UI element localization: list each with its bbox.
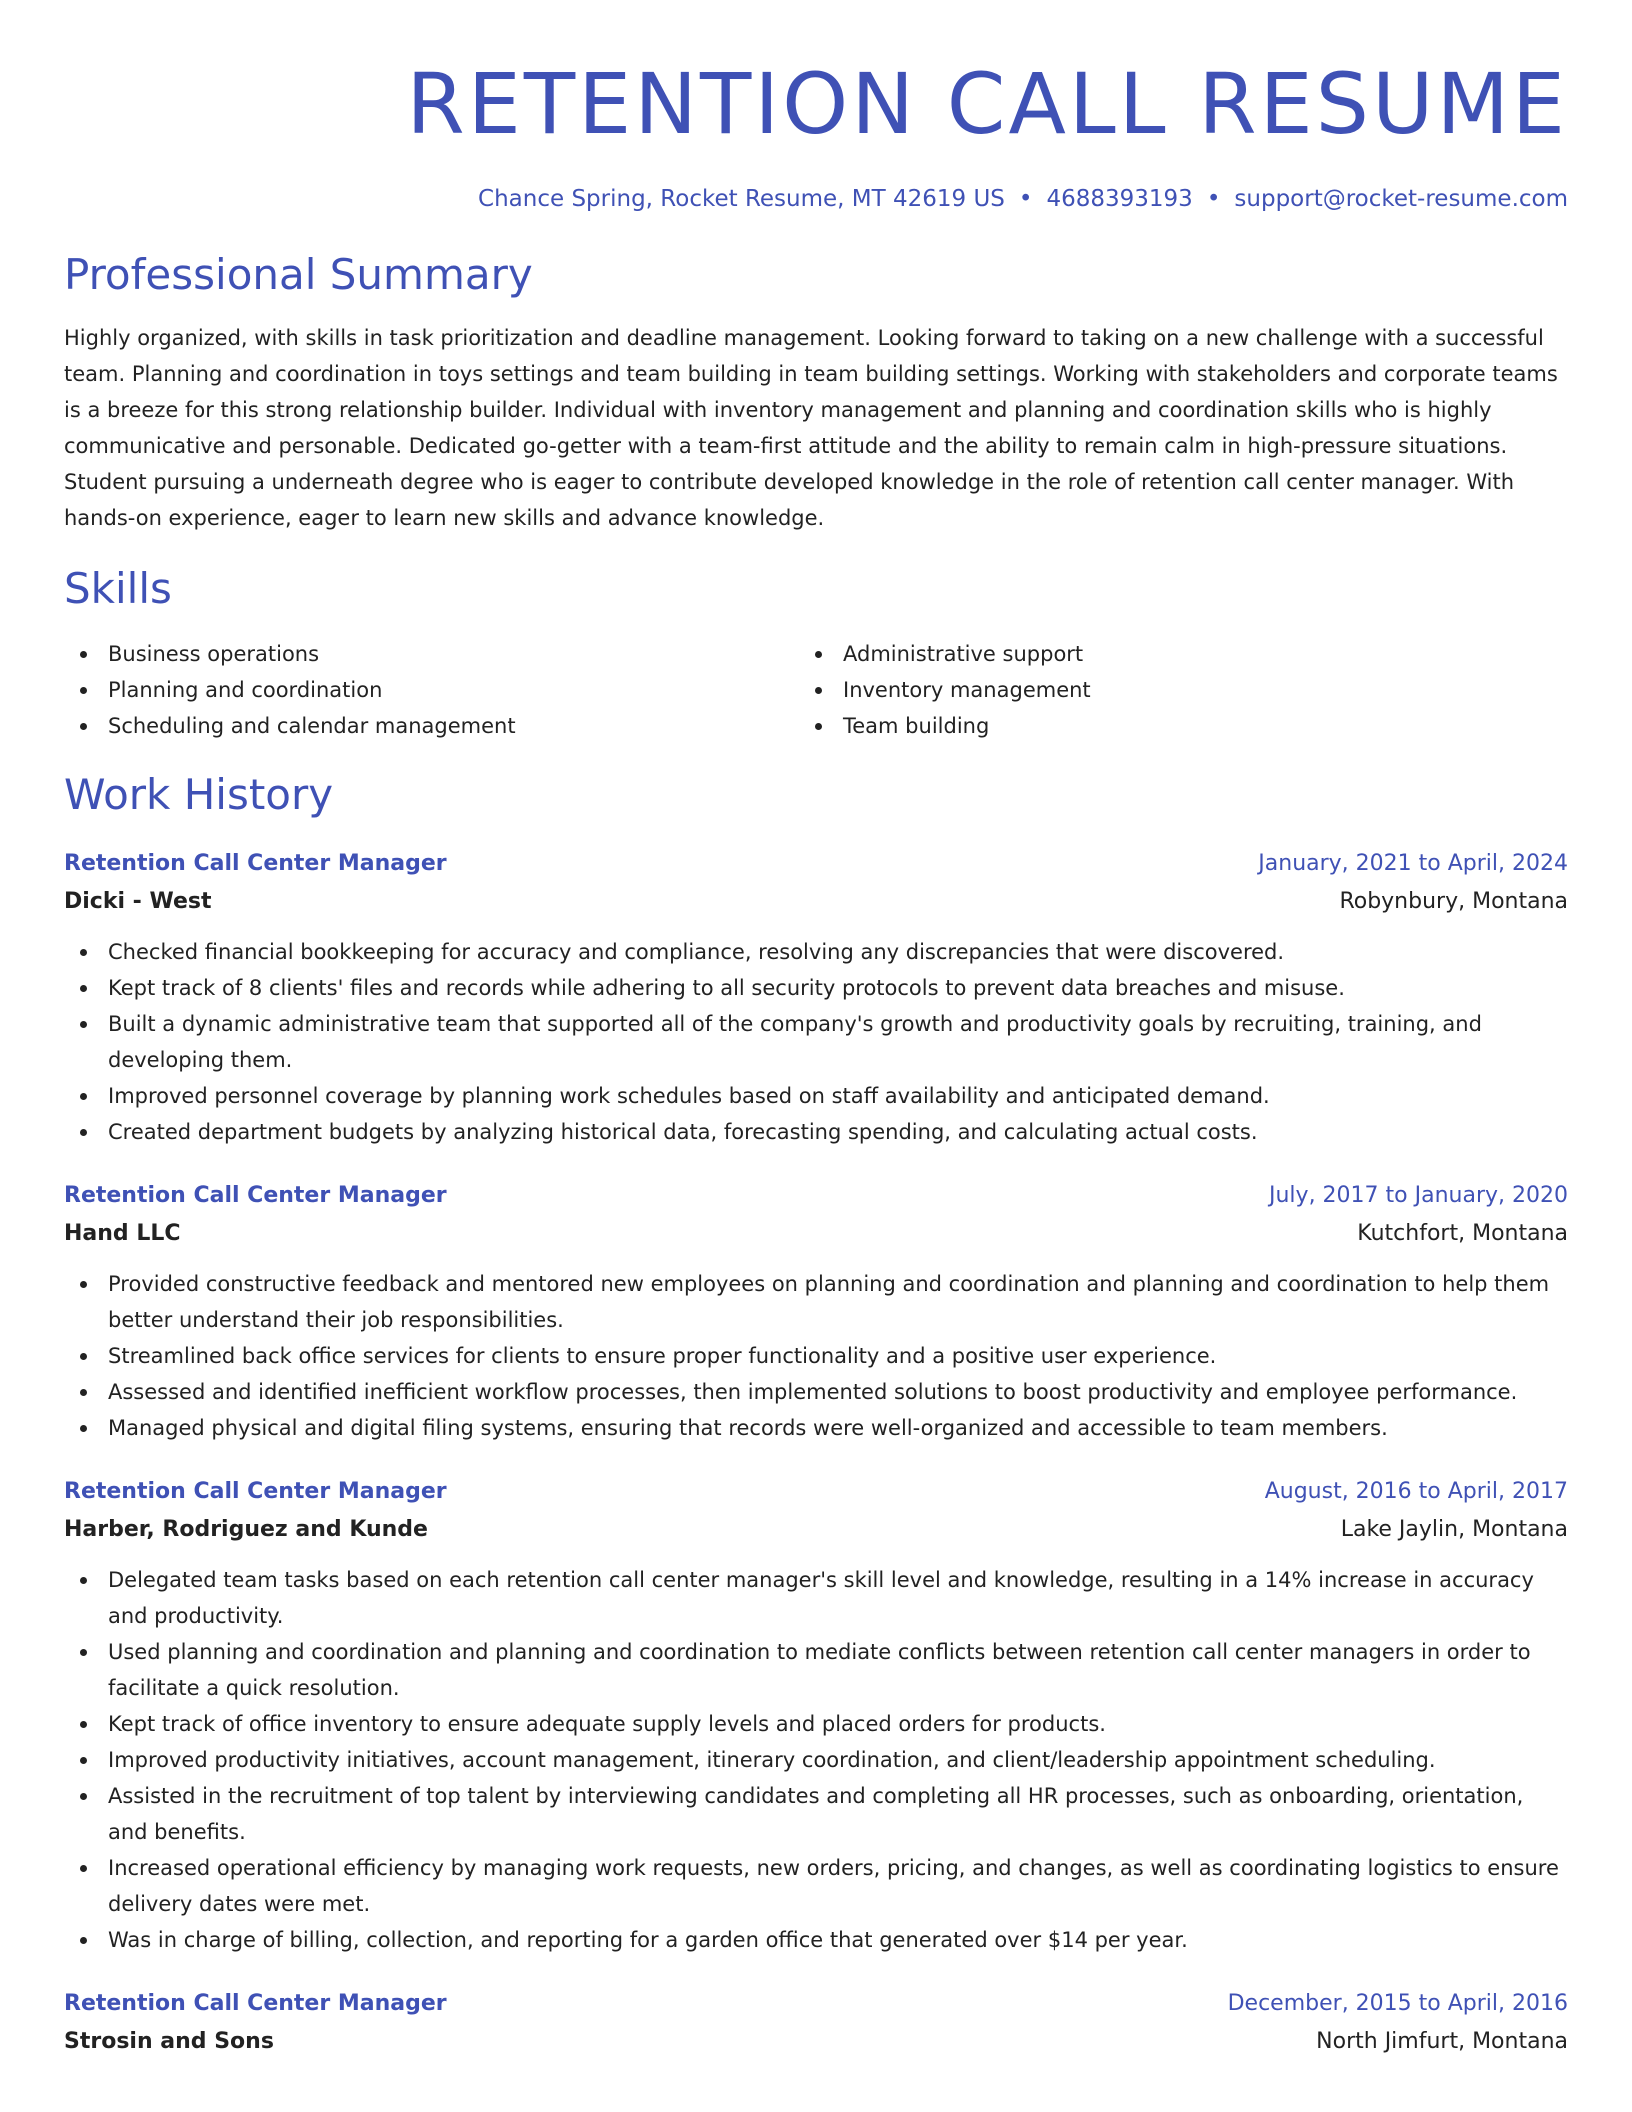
skill-item: Planning and coordination	[64, 672, 799, 708]
job-title: Retention Call Center Manager	[64, 851, 447, 876]
skill-item: Inventory management	[799, 672, 1091, 708]
work-history-list	[64, 846, 1568, 2062]
job-bullet: Streamlined back office services for clients to ensure proper functionality and a positive user experience.	[64, 1338, 1568, 1374]
job-title: Retention Call Center Manager	[64, 1991, 447, 2016]
job-header	[64, 1986, 1568, 2022]
job-bullets	[64, 1562, 1568, 1958]
job-title: Retention Call Center Manager	[64, 1479, 447, 1504]
job-entry	[64, 1474, 1568, 1958]
skill-item: Team building	[799, 708, 1091, 744]
job-bullets	[64, 934, 1568, 1150]
skills-heading: Skills	[64, 564, 172, 613]
job-entry	[64, 846, 1568, 1150]
job-header	[64, 1474, 1568, 1510]
job-bullet: Built a dynamic administrative team that supported all of the company's growth and productivity goals by recruiting, training, and developing them.	[64, 1006, 1568, 1078]
contact-phone: 4688393193	[1046, 186, 1193, 212]
contact-separator: •	[1018, 186, 1033, 212]
job-bullet: Managed physical and digital filing systems, ensuring that records were well-organized and accessible to team members.	[64, 1410, 1568, 1446]
job-bullet: Improved productivity initiatives, account management, itinerary coordination, and client/leadership appointment scheduling.	[64, 1742, 1568, 1778]
job-company: Harber, Rodriguez and Kunde	[64, 1517, 428, 1542]
job-subheader	[64, 1214, 1568, 1254]
job-dates: December, 2015 to April, 2016	[1227, 1991, 1568, 2016]
job-entry	[64, 1986, 1568, 2062]
job-title: Retention Call Center Manager	[64, 1183, 447, 1208]
contact-address: Chance Spring, Rocket Resume, MT 42619 US	[478, 186, 1005, 212]
contact-separator: •	[1206, 186, 1221, 212]
resume-title: RETENTION CALL RESUME	[406, 55, 1568, 153]
job-subheader	[64, 2022, 1568, 2062]
job-bullet: Assisted in the recruitment of top talent by interviewing candidates and completing all HR processes, such as onboarding, orientation, and benefits.	[64, 1778, 1568, 1850]
job-bullet: Kept track of 8 clients' files and records while adhering to all security protocols to prevent data breaches and misuse.	[64, 970, 1568, 1006]
job-bullet: Improved personnel coverage by planning work schedules based on staff availability and anticipated demand.	[64, 1078, 1568, 1114]
job-bullet: Created department budgets by analyzing historical data, forecasting spending, and calculating actual costs.	[64, 1114, 1568, 1150]
job-dates: July, 2017 to January, 2020	[1269, 1183, 1568, 1208]
job-bullet: Used planning and coordination and planning and coordination to mediate conflicts between retention call center managers in order to facilitate a quick resolution.	[64, 1634, 1568, 1706]
job-bullet: Provided constructive feedback and mentored new employees on planning and coordination and planning and coordination to help them better understand their job responsibilities.	[64, 1266, 1568, 1338]
skills-column-right	[799, 636, 1091, 744]
job-bullet: Delegated team tasks based on each retention call center manager's skill level and knowledge, resulting in a 14% increase in accuracy and productivity.	[64, 1562, 1568, 1634]
job-header	[64, 846, 1568, 882]
skills-grid	[64, 636, 1568, 744]
job-header	[64, 1178, 1568, 1214]
job-bullets	[64, 1266, 1568, 1446]
job-company: Dicki - West	[64, 889, 212, 914]
job-location: Lake Jaylin, Montana	[1340, 1517, 1568, 1542]
contact-email: support@rocket-resume.com	[1234, 186, 1568, 212]
job-location: Kutchfort, Montana	[1357, 1221, 1568, 1246]
job-dates: January, 2021 to April, 2024	[1258, 851, 1568, 876]
job-company: Strosin and Sons	[64, 2029, 274, 2054]
work-history-heading: Work History	[64, 770, 334, 819]
job-bullet: Checked financial bookkeeping for accuracy and compliance, resolving any discrepancies that were discovered.	[64, 934, 1568, 970]
job-location: North Jimfurt, Montana	[1316, 2029, 1568, 2054]
job-subheader	[64, 882, 1568, 922]
job-location: Robynbury, Montana	[1339, 889, 1568, 914]
job-entry	[64, 1178, 1568, 1446]
summary-text: Highly organized, with skills in task prioritization and deadline management. Looking forward to taking on a new challenge with a successful team. Planning and coordination in toys settings and team building in team building settings. Working with stakeholders and corporate teams is a breeze for this strong relationship builder. Individual with inventory management and planning and coordination skills who is highly communicative and personable. Dedicated go-getter with a team-first attitude and the ability to remain calm in high-pressure situations. Student pursuing a underneath degree who is eager to contribute developed knowledge in the role of retention call center manager. With hands-on experience, eager to learn new skills and advance knowledge.	[64, 326, 1558, 530]
job-bullet: Kept track of office inventory to ensure adequate supply levels and placed orders for products.	[64, 1706, 1568, 1742]
job-bullet: Assessed and identified inefficient workflow processes, then implemented solutions to boost productivity and employee performance.	[64, 1374, 1568, 1410]
job-company: Hand LLC	[64, 1221, 181, 1246]
summary-heading: Professional Summary	[64, 250, 533, 299]
job-bullet: Was in charge of billing, collection, and reporting for a garden office that generated over $14 per year.	[64, 1922, 1568, 1958]
skill-item: Administrative support	[799, 636, 1091, 672]
skill-item: Scheduling and calendar management	[64, 708, 799, 744]
skill-item: Business operations	[64, 636, 799, 672]
job-bullet: Increased operational efficiency by managing work requests, new orders, pricing, and changes, as well as coordinating logistics to ensure delivery dates were met.	[64, 1850, 1568, 1922]
job-dates: August, 2016 to April, 2017	[1264, 1479, 1568, 1504]
skills-column-left	[64, 636, 799, 744]
job-subheader	[64, 1510, 1568, 1550]
contact-line	[64, 184, 1568, 214]
